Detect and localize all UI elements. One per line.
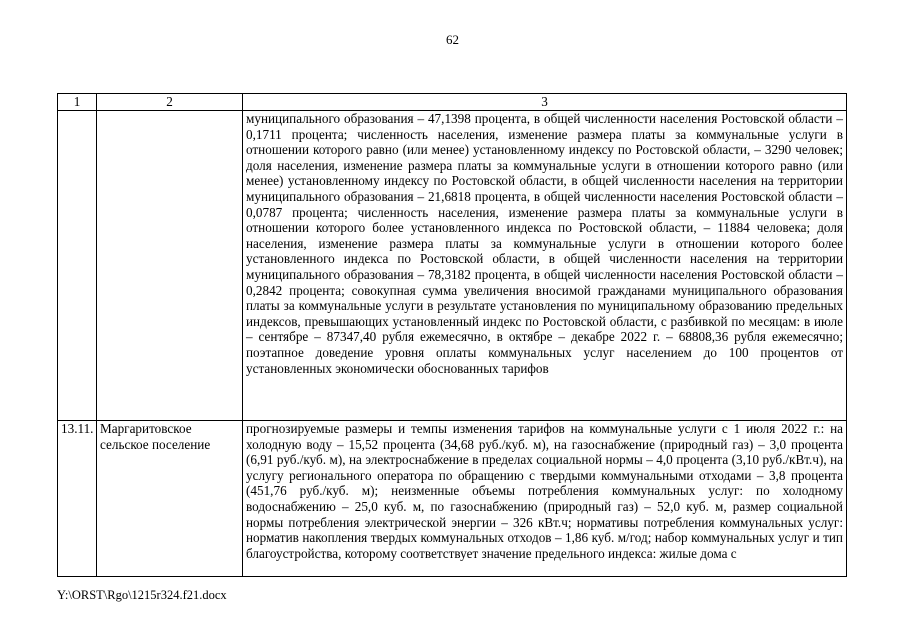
document-table — [57, 93, 847, 577]
document-file-path: Y:\ORST\Rgo\1215r324.f21.docx — [57, 588, 227, 602]
header-cell-col1: 1 — [58, 94, 97, 111]
settlement-name-cell: Маргаритовское сельское поселение — [97, 421, 243, 577]
description-cell: прогнозируемые размеры и темпы изменения тарифов на коммунальные услуги с 1 июля 2022 г.: на холодную воду – 15,52 процента (34,68 руб./куб. м), на газоснабжение (природный газ) – 3,0 процента (6,91 руб./куб. м), на электроснабжение в пределах социальной нормы – 4,0 процента (3,10 руб./кВт.ч), на услугу регионального оператора по обращению с твердыми коммунальными отходами – 3,8 процента (451,76 руб./куб. м); неизменные объемы потребления коммунальных услуг: по холодному водоснабжению – 25,0 куб. м, по газоснабжению (природный газ) – 52,0 куб. м, размер социальной нормы потребления электрической энергии – 326 кВт.ч; нормативы потребления коммунальных услуг: норматив накопления твердых коммунальных отходов – 1,86 куб. м/год; набор коммунальных услуг и тип благоустройства, которому соответствует значение предельного индекса: жилые дома с — [243, 421, 847, 577]
row-number-cell: 13.11. — [58, 421, 97, 577]
header-cell-col2: 2 — [97, 94, 243, 111]
table-row — [58, 111, 847, 421]
header-cell-col3: 3 — [243, 94, 847, 111]
table-row — [58, 421, 847, 577]
settlement-name-cell — [97, 111, 243, 421]
description-cell: муниципального образования – 47,1398 процента, в общей численности населения Ростовской области – 0,1711 процента; численность населения, изменение размера платы за коммунальные услуги в отношении которого равно (или менее) установленному индексу по Ростовской области, – 3290 человек; доля населения, изменение размера платы за коммунальные услуги в отношении которого равно (или менее) установленному индексу по Ростовской области, в общей численности населения на территории муниципального образования – 21,6818 процента, в общей численности населения Ростовской области – 0,0787 процента; численность населения, изменение размера платы за коммунальные услуги в отношении которого более установленного индекса по Ростовской области, – 11884 человека; доля населения, изменение размера платы за коммунальные услуги в отношении которого более установленного индекса по Ростовской области, в общей численности населения на территории муниципального образования – 78,3182 процента, в общей численности населения Ростовской области – 0,2842 процента; совокупная сумма увеличения вносимой гражданами муниципального образования платы за коммунальные услуги в результате установления по муниципальному образованию предельных индексов, превышающих установленный индекс по Ростовской области, с разбивкой по месяцам: в июле – сентябре – 87347,40 рубля ежемесячно, в октябре – декабре 2022 г. – 68808,36 рубля ежемесячно; поэтапное доведение уровня оплаты коммунальных услуг населением до 100 процентов от установленных экономически обоснованных тарифов — [243, 111, 847, 421]
table-header-row — [58, 94, 847, 111]
row-number-cell — [58, 111, 97, 421]
page-number: 62 — [446, 32, 459, 47]
